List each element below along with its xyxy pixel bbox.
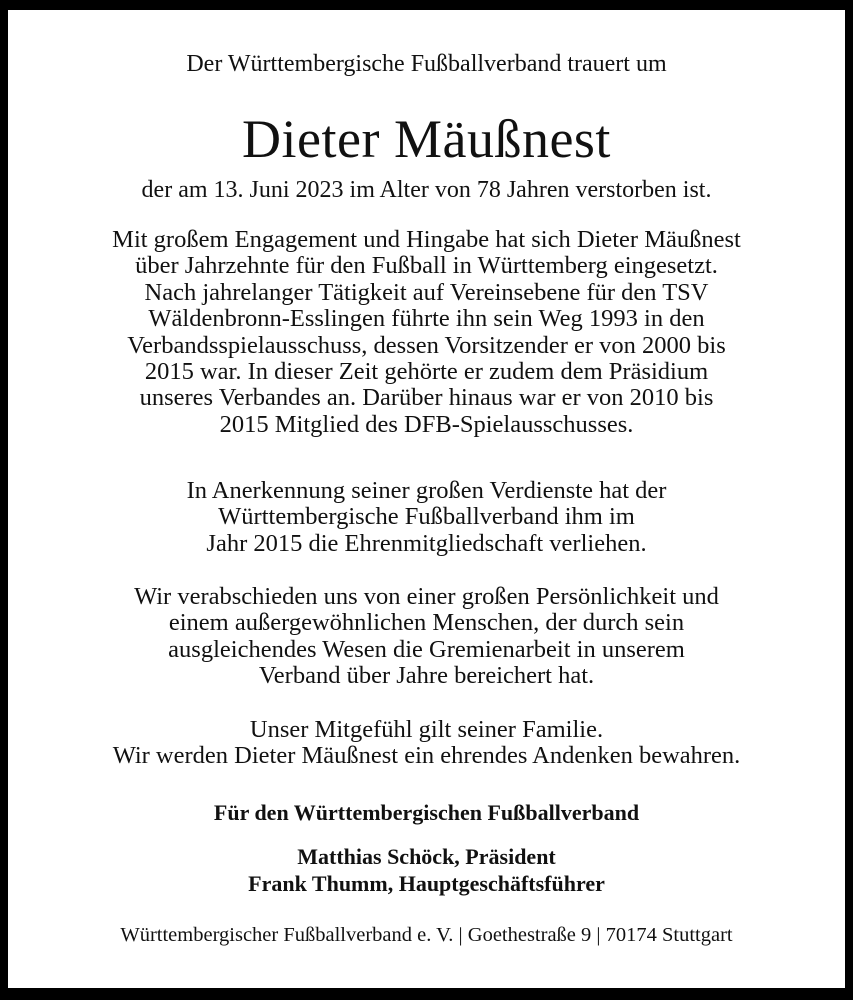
line: Verband über Jahre bereichert hat.: [258, 662, 595, 690]
line: 2015 Mitglied des DFB-Spielausschusses.: [219, 410, 634, 438]
line: Wir verabschieden uns von einer großen Persönlichkeit und: [134, 583, 719, 610]
death-text: der am 13. Juni 2023 im Alter von 78 Jahren verstorben ist.: [141, 177, 712, 203]
intro-line: [8, 50, 845, 78]
org-text: Für den Württembergischen Fußballverband: [213, 800, 640, 825]
paragraph-condolence: [8, 717, 845, 770]
footer-address: [8, 922, 845, 948]
line: Jahr 2015 die Ehrenmitgliedschaft verliehen.: [206, 529, 647, 557]
line: einem außergewöhnlichen Menschen, der durch sein: [168, 609, 685, 637]
name-text: Dieter Mäußnest: [242, 109, 611, 169]
signer: Frank Thumm, Hauptgeschäftsführer: [248, 870, 605, 896]
signature-org: [8, 800, 845, 827]
paragraph-career: [8, 227, 845, 438]
signers: [8, 844, 845, 897]
line: In Anerkennung seiner großen Verdienste hat der: [186, 477, 667, 504]
line: Nach jahrelanger Tätigkeit auf Vereinsebene für den TSV: [144, 278, 709, 306]
line: Württembergische Fußballverband ihm im: [218, 503, 635, 531]
signer: Matthias Schöck, Präsident: [297, 844, 556, 869]
paragraph-farewell: [8, 584, 845, 690]
line: Wäldenbronn-Esslingen führte ihn sein Weg 1993 in den: [148, 305, 705, 333]
line: ausgleichendes Wesen die Gremienarbeit in unserem: [168, 635, 685, 663]
intro-text: Der Württembergische Fußballverband trauert um: [186, 51, 667, 77]
line: Unser Mitgefühl gilt seiner Familie.: [249, 716, 604, 743]
line: über Jahrzehnte für den Fußball in Württemberg eingesetzt.: [135, 252, 718, 280]
line: Mit großem Engagement und Hingabe hat sich Dieter Mäußnest: [112, 226, 741, 253]
deceased-name: [8, 107, 845, 171]
line: unseres Verbandes an. Darüber hinaus war er von 2010 bis: [139, 384, 714, 412]
paragraph-honor: [8, 478, 845, 557]
obituary-notice: [8, 10, 845, 988]
footer-text: Württembergischer Fußballverband e. V. | Goethestraße 9 | 70174 Stuttgart: [120, 924, 733, 946]
line: Verbandsspielausschuss, dessen Vorsitzender er von 2000 bis: [127, 331, 726, 359]
line: 2015 war. In dieser Zeit gehörte er zudem dem Präsidium: [144, 358, 709, 386]
death-info: [8, 176, 845, 204]
line: Wir werden Dieter Mäußnest ein ehrendes Andenken bewahren.: [112, 742, 741, 770]
